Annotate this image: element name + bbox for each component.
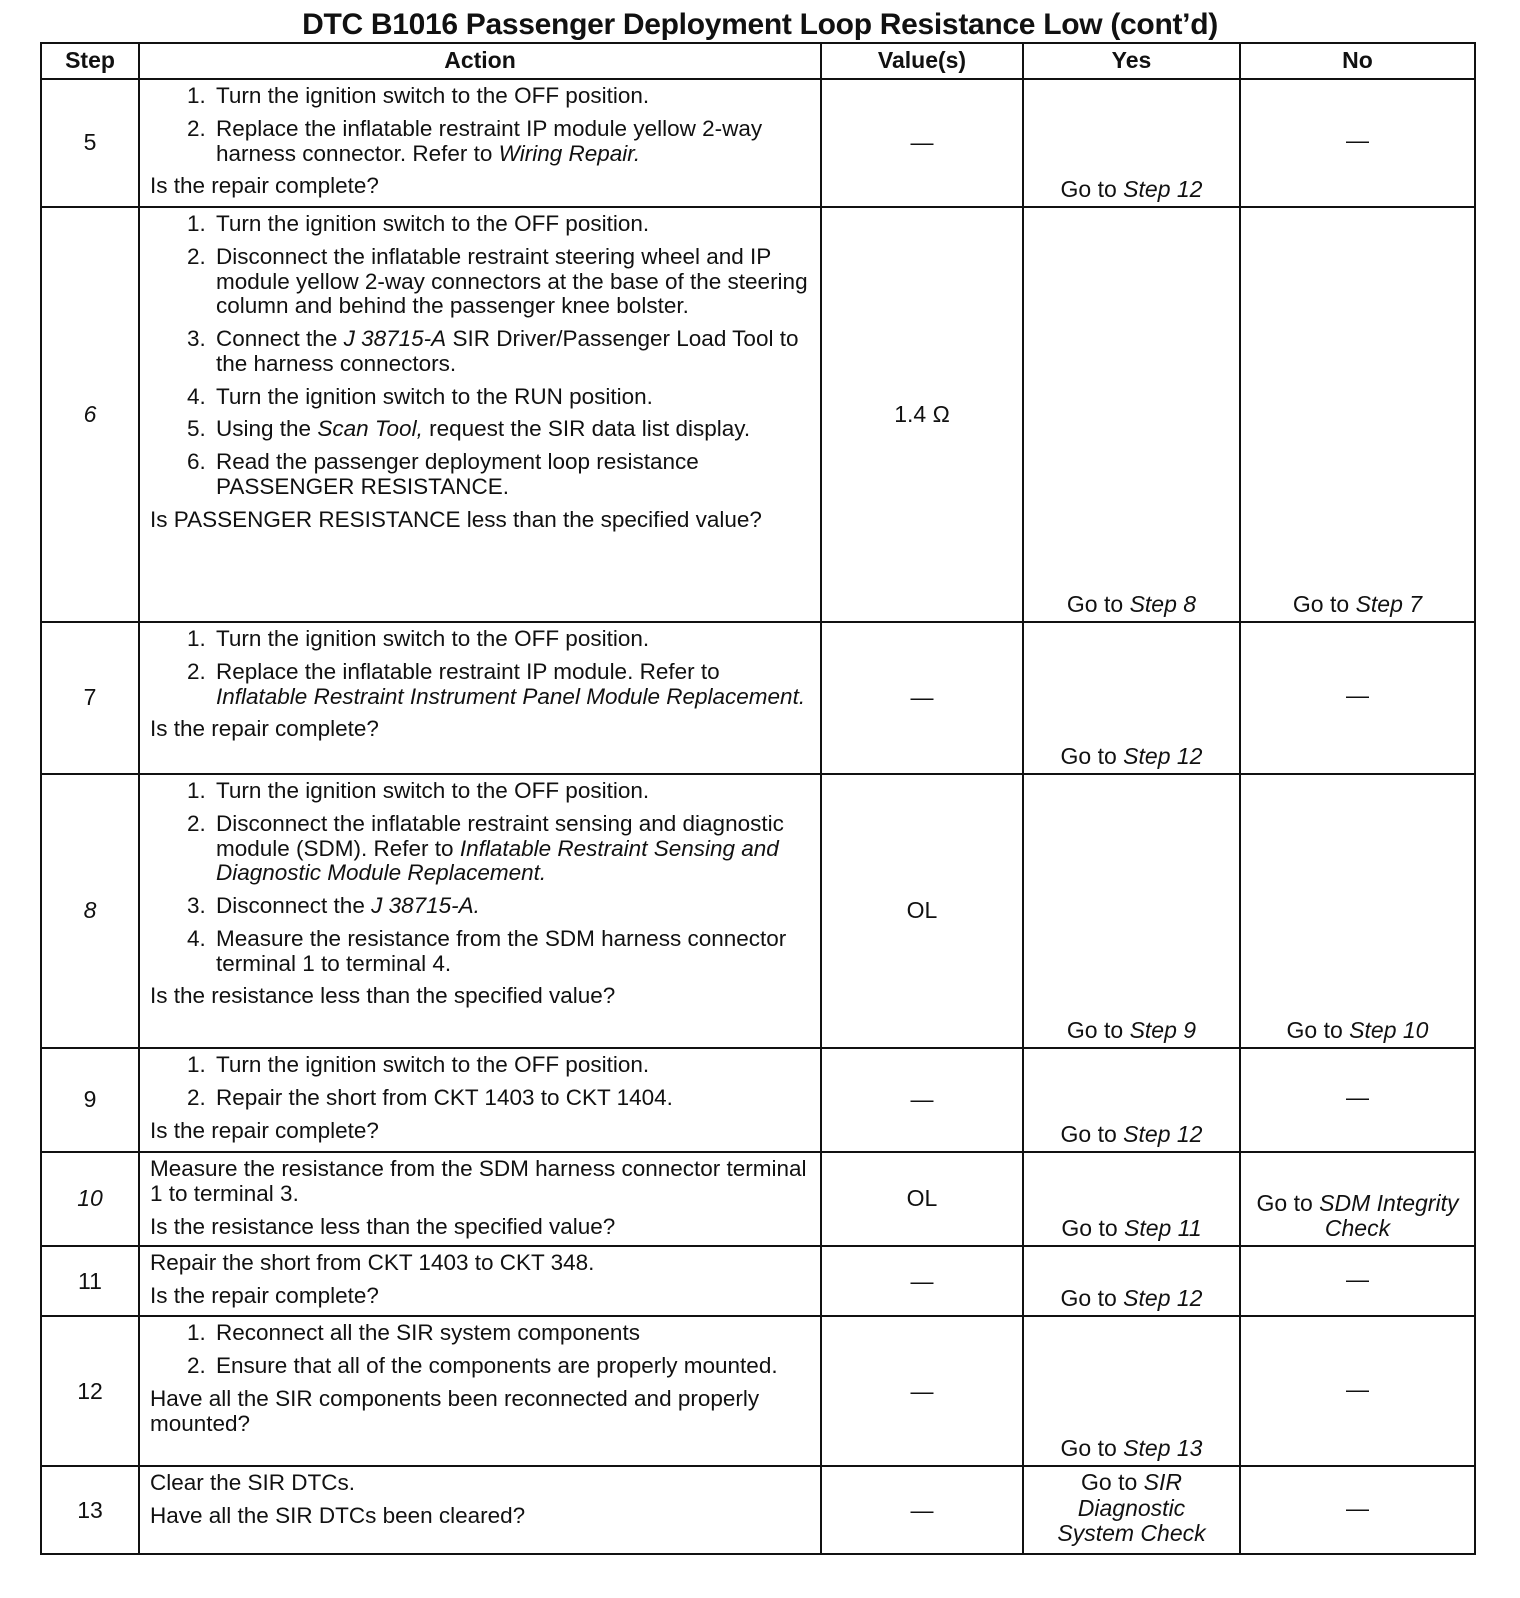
value-cell: OL xyxy=(821,774,1023,1048)
action-cell xyxy=(139,1246,821,1316)
yes-cell: Go to Step 13 xyxy=(1023,1316,1240,1466)
step-number: 11 xyxy=(41,1246,139,1316)
action-question: Is the repair complete? xyxy=(150,1117,379,1143)
header-no: No xyxy=(1240,43,1475,79)
value-cell: — xyxy=(821,1466,1023,1554)
action-item: 4. Turn the ignition switch to the RUN position. xyxy=(212,385,812,410)
yes-cell: Go to SIR Diagnostic System Check xyxy=(1023,1466,1240,1554)
action-cell xyxy=(139,1466,821,1554)
action-steps xyxy=(150,1053,812,1111)
action-question: Is PASSENGER RESISTANCE less than the specified value? xyxy=(150,506,762,532)
action-item: 2. Ensure that all of the components are properly mounted. xyxy=(212,1354,812,1379)
header-step: Step xyxy=(41,43,139,79)
action-item: 4. Measure the resistance from the SDM harness connector terminal 1 to terminal 4. xyxy=(212,927,812,977)
tool-ref: J 38715-A. xyxy=(371,893,480,918)
no-cell: — xyxy=(1240,622,1475,774)
action-question: Have all the SIR components been reconnected and properly mounted? xyxy=(150,1385,760,1436)
no-step-ref: Step 7 xyxy=(1355,590,1423,617)
action-item: 1. Reconnect all the SIR system components xyxy=(212,1321,812,1346)
yes-step-ref: Step 9 xyxy=(1129,1016,1197,1043)
value-cell: 1.4 Ω xyxy=(821,207,1023,622)
action-item: 5. Using the Scan Tool, request the SIR data list display. xyxy=(212,417,812,442)
action-text: Clear the SIR DTCs. xyxy=(150,1470,356,1496)
action-cell xyxy=(139,774,821,1048)
table-row xyxy=(41,1246,1475,1316)
step-number: 6 xyxy=(41,207,139,622)
no-step-ref: SDM Integrity Check xyxy=(1319,1189,1459,1241)
step-number: 12 xyxy=(41,1316,139,1466)
table-row xyxy=(41,622,1475,774)
action-item: 1. Turn the ignition switch to the OFF position. xyxy=(212,779,812,804)
action-item: 1. Turn the ignition switch to the OFF position. xyxy=(212,212,812,237)
action-steps xyxy=(150,84,812,166)
step-number: 10 xyxy=(41,1152,139,1246)
no-cell: Go to SDM Integrity Check xyxy=(1240,1152,1475,1246)
table-row xyxy=(41,1048,1475,1152)
table-row xyxy=(41,207,1475,622)
no-cell: — xyxy=(1240,79,1475,207)
reference-link: Inflatable Restraint Sensing and Diagnostic Module Replacement. xyxy=(216,835,779,886)
action-item: 2. Disconnect the inflatable restraint steering wheel and IP module yellow 2-way connectors at the base of the steering column and behind the passenger knee bolster. xyxy=(212,245,812,319)
table-row xyxy=(41,1466,1475,1554)
yes-cell: Go to Step 8 xyxy=(1023,207,1240,622)
step-number: 7 xyxy=(41,622,139,774)
action-question: Is the repair complete? xyxy=(150,716,379,742)
tool-ref: Scan Tool, xyxy=(317,416,423,442)
no-cell: — xyxy=(1240,1466,1475,1554)
step-number: 13 xyxy=(41,1466,139,1554)
no-cell: — xyxy=(1240,1316,1475,1466)
action-item: 3. Connect the J 38715-A SIR Driver/Passenger Load Tool to the harness connectors. xyxy=(212,327,812,377)
no-cell: — xyxy=(1240,1048,1475,1152)
value-cell: — xyxy=(821,622,1023,774)
yes-step-ref: Step 12 xyxy=(1123,742,1203,769)
action-cell xyxy=(139,1048,821,1152)
no-cell: Go to Step 7 xyxy=(1240,207,1475,622)
table-row xyxy=(41,1316,1475,1466)
action-cell xyxy=(139,622,821,774)
action-item: 2. Disconnect the inflatable restraint sensing and diagnostic module (SDM). Refer to Inflatable Restraint Sensing and Diagnostic Module Replacement. xyxy=(212,812,812,886)
header-action: Action xyxy=(139,43,821,79)
action-item: 2. Replace the inflatable restraint IP module. Refer to Inflatable Restraint Instrument Panel Module Replacement. xyxy=(212,660,812,710)
action-cell xyxy=(139,207,821,622)
reference-link: Inflatable Restraint Instrument Panel Module Replacement. xyxy=(216,683,806,709)
header-values: Value(s) xyxy=(821,43,1023,79)
action-item: 6. Read the passenger deployment loop resistance PASSENGER RESISTANCE. xyxy=(212,450,812,500)
yes-step-ref: Step 8 xyxy=(1129,590,1197,617)
action-question: Is the repair complete? xyxy=(150,1283,379,1308)
table-row xyxy=(41,79,1475,207)
yes-step-ref: Step 12 xyxy=(1123,1120,1203,1147)
no-cell: Go to Step 10 xyxy=(1240,774,1475,1048)
action-steps xyxy=(150,1321,812,1379)
action-item: 3. Disconnect the J 38715-A. xyxy=(212,894,812,919)
diagnostic-table xyxy=(40,42,1476,1555)
yes-cell: Go to Step 12 xyxy=(1023,1246,1240,1316)
value-cell: — xyxy=(821,1048,1023,1152)
action-item: 2. Repair the short from CKT 1403 to CKT 1404. xyxy=(212,1086,812,1111)
yes-cell: Go to Step 9 xyxy=(1023,774,1240,1048)
value-cell: — xyxy=(821,1246,1023,1316)
action-question: Is the resistance less than the specified value? xyxy=(150,983,616,1009)
table-header-row xyxy=(41,43,1475,79)
action-steps xyxy=(150,627,812,709)
action-question: Is the repair complete? xyxy=(150,173,379,199)
no-cell: — xyxy=(1240,1246,1475,1316)
action-question: Have all the SIR DTCs been cleared? xyxy=(150,1503,526,1528)
page-title: DTC B1016 Passenger Deployment Loop Resistance Low (cont’d) xyxy=(302,8,1218,41)
action-text: Repair the short from CKT 1403 to CKT 348. xyxy=(150,1250,595,1276)
yes-step-ref: Step 13 xyxy=(1123,1434,1203,1461)
action-question: Is the resistance less than the specified value? xyxy=(150,1213,616,1239)
yes-step-ref: Step 12 xyxy=(1123,175,1203,202)
action-item: 1. Turn the ignition switch to the OFF position. xyxy=(212,627,812,652)
table-row xyxy=(41,1152,1475,1246)
action-steps xyxy=(150,779,812,976)
action-item: 2. Replace the inflatable restraint IP module yellow 2-way harness connector. Refer to Wiring Repair. xyxy=(212,117,812,167)
table-row xyxy=(41,774,1475,1048)
action-cell xyxy=(139,79,821,207)
action-item: 1. Turn the ignition switch to the OFF position. xyxy=(212,1053,812,1078)
action-steps xyxy=(150,212,812,500)
action-text: Measure the resistance from the SDM harness connector terminal 1 to terminal 3. xyxy=(150,1156,807,1206)
reference-link: Wiring Repair. xyxy=(498,140,641,166)
yes-cell: Go to Step 12 xyxy=(1023,622,1240,774)
yes-cell: Go to Step 12 xyxy=(1023,79,1240,207)
value-cell: OL xyxy=(821,1152,1023,1246)
action-cell xyxy=(139,1152,821,1246)
step-number: 8 xyxy=(41,774,139,1048)
yes-step-ref: SIR Diagnostic System Check xyxy=(1057,1469,1206,1546)
step-number: 5 xyxy=(41,79,139,207)
tool-ref: J 38715-A xyxy=(343,326,447,351)
yes-step-ref: Step 11 xyxy=(1124,1214,1202,1241)
value-cell: — xyxy=(821,1316,1023,1466)
value-cell: — xyxy=(821,79,1023,207)
yes-step-ref: Step 12 xyxy=(1123,1284,1203,1311)
no-step-ref: Step 10 xyxy=(1349,1016,1429,1043)
yes-cell: Go to Step 11 xyxy=(1023,1152,1240,1246)
yes-cell: Go to Step 12 xyxy=(1023,1048,1240,1152)
step-number: 9 xyxy=(41,1048,139,1152)
action-item: 1. Turn the ignition switch to the OFF position. xyxy=(212,84,812,109)
action-cell xyxy=(139,1316,821,1466)
header-yes: Yes xyxy=(1023,43,1240,79)
